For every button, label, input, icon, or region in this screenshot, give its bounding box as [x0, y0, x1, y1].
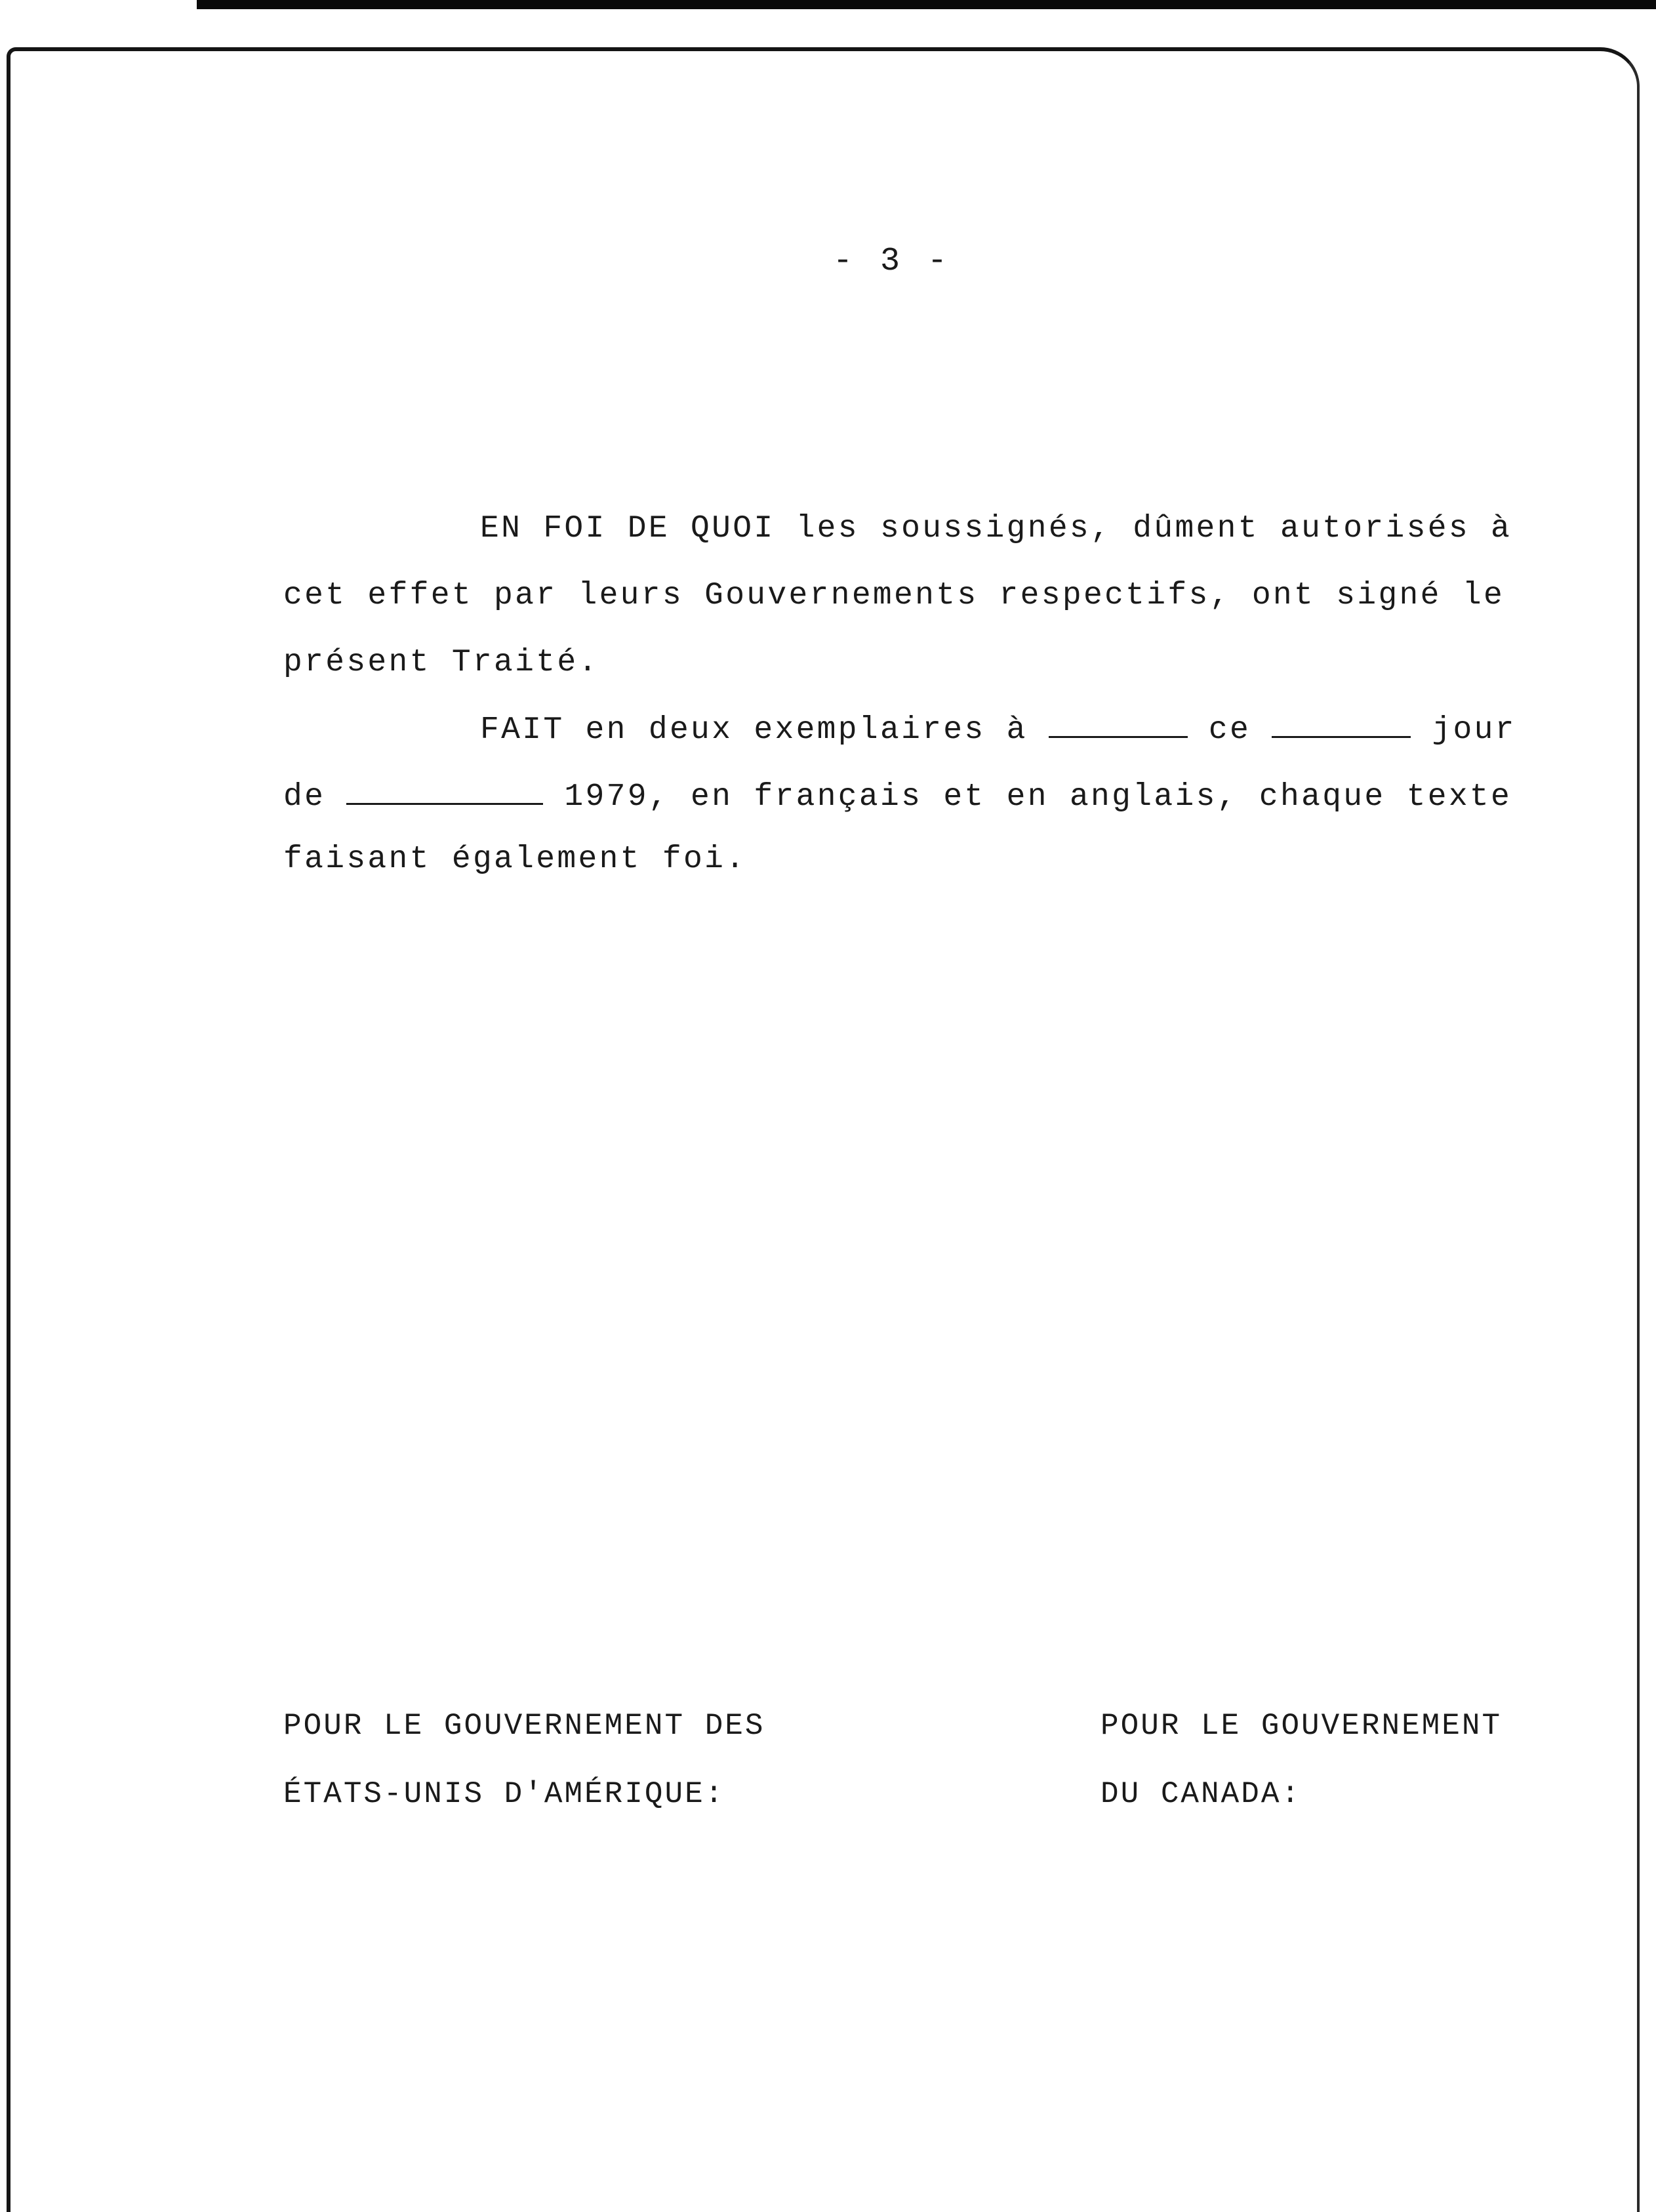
signature-left-line2: ÉTATS-UNIS D'AMÉRIQUE: — [283, 1777, 725, 1811]
paragraph1-line1: EN FOI DE QUOI les soussignés, dûment autorisés à — [480, 511, 1512, 546]
blank-day — [1272, 710, 1411, 738]
paragraph2-line2 — [283, 777, 1512, 813]
paragraph2-line2-text-a: de — [283, 779, 347, 815]
paragraph1-line3: présent Traité. — [283, 645, 599, 680]
page-number: - 3 - — [833, 243, 952, 280]
signature-right-line1: POUR LE GOUVERNEMENT — [1101, 1709, 1503, 1743]
signature-right-line2: DU CANADA: — [1101, 1777, 1302, 1811]
blank-month — [346, 777, 543, 805]
scan-top-edge — [197, 0, 1656, 9]
paragraph2-line2-text-b: 1979, en français et en anglais, chaque texte — [543, 779, 1512, 815]
blank-place — [1049, 710, 1188, 738]
paragraph2-line1-text-c: jour — [1411, 712, 1516, 748]
paragraph1-line2: cet effet par leurs Gouvernements respectifs, ont signé le — [283, 578, 1505, 613]
signature-left-line1: POUR LE GOUVERNEMENT DES — [283, 1709, 765, 1743]
paragraph2-line1-text-a: FAIT en deux exemplaires à — [480, 712, 1049, 748]
paragraph2-line1 — [480, 710, 1516, 746]
paragraph2-line3: faisant également foi. — [283, 842, 747, 877]
page-frame — [7, 47, 1640, 2212]
paragraph2-line1-text-b: ce — [1187, 712, 1272, 748]
